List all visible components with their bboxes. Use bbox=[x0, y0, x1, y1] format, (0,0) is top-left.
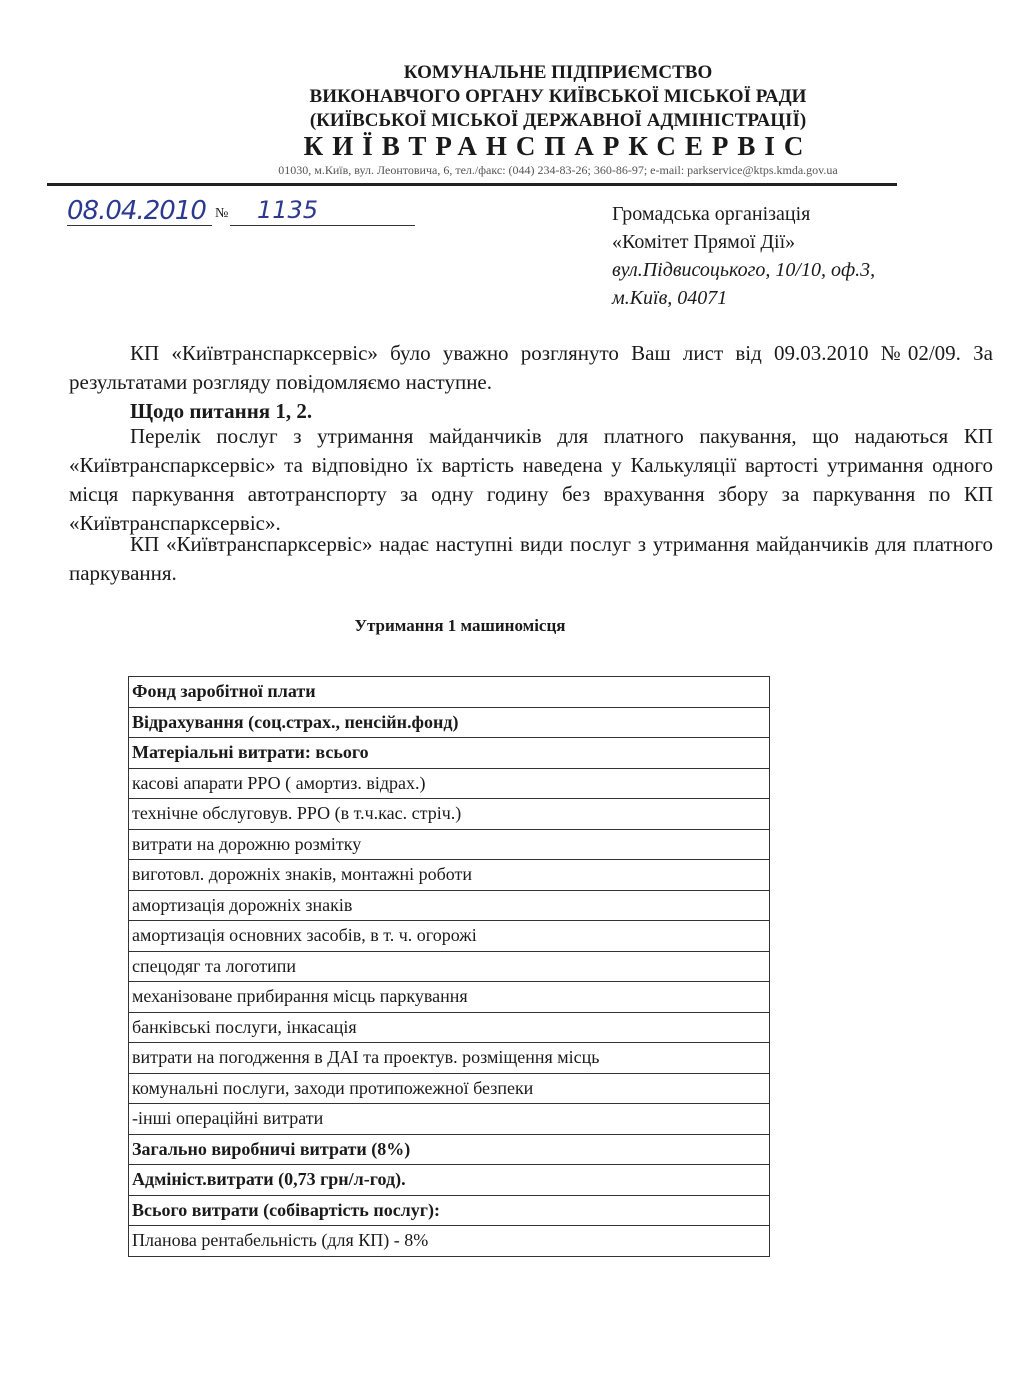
table-cell: касові апарати РРО ( амортиз. відрах.) bbox=[129, 768, 770, 799]
letterhead-contacts: 01030, м.Київ, вул. Леонтовича, 6, тел./факс: (044) 234-83-26; 360-86-97; e-mail: parkservice@ktps.kmda.gov.ua bbox=[278, 163, 838, 177]
table-cell: Відрахування (соц.страх., пенсійн.фонд) bbox=[129, 707, 770, 738]
table-title: Утримання 1 машиномісця bbox=[354, 616, 566, 635]
body-paragraph-3: КП «Київтранспарксервіс» надає наступні види послуг з утримання майданчиків для платного паркування. bbox=[69, 532, 993, 585]
table-row bbox=[129, 1104, 770, 1135]
table-cell: банківські послуги, інкасація bbox=[129, 1012, 770, 1043]
table-cell: комунальні послуги, заходи протипожежної безпеки bbox=[129, 1073, 770, 1104]
table-row bbox=[129, 1195, 770, 1226]
table-cell: амортизація дорожніх знаків bbox=[129, 890, 770, 921]
table-row bbox=[129, 768, 770, 799]
table-cell: технічне обслуговув. РРО (в т.ч.кас. стріч.) bbox=[129, 799, 770, 830]
registration-date: 08.04.2010 bbox=[67, 196, 206, 226]
addressee-street: вул.Підвисоцького, 10/10, оф.3, bbox=[612, 259, 876, 281]
table-row bbox=[129, 677, 770, 708]
table-row bbox=[129, 1226, 770, 1257]
letterhead-line-1: КОМУНАЛЬНЕ ПІДПРИЄМСТВО bbox=[403, 62, 713, 83]
table-row bbox=[129, 1012, 770, 1043]
body-paragraph-1: КП «Київтранспарксервіс» було уважно розглянуто Ваш лист від 09.03.2010 №02/09. За результатами розгляду повідомляємо наступне. bbox=[69, 341, 993, 394]
letterhead-line-2: ВИКОНАВЧОГО ОРГАНУ КИЇВСЬКОЇ МІСЬКОЇ РАДИ bbox=[309, 86, 807, 107]
organization-name: КИЇВТРАНСПАРКСЕРВІС bbox=[303, 131, 813, 161]
registration-number: 1135 bbox=[257, 196, 319, 224]
table-row bbox=[129, 890, 770, 921]
table-row bbox=[129, 1073, 770, 1104]
number-underline bbox=[230, 225, 415, 226]
table-row bbox=[129, 799, 770, 830]
body-section-heading: Щодо питання 1, 2. bbox=[130, 399, 313, 423]
table-row bbox=[129, 1165, 770, 1196]
date-underline bbox=[67, 225, 212, 226]
table-row bbox=[129, 860, 770, 891]
table-cell: Загально виробничі витрати (8%) bbox=[129, 1134, 770, 1165]
table-row bbox=[129, 1134, 770, 1165]
table-cell: Фонд заробітної плати bbox=[129, 677, 770, 708]
table-row bbox=[129, 982, 770, 1013]
table-row bbox=[129, 829, 770, 860]
table-cell: Адмініст.витрати (0,73 грн/л-год). bbox=[129, 1165, 770, 1196]
table-cell: амортизація основних засобів, в т. ч. огорожі bbox=[129, 921, 770, 952]
table-cell: Планова рентабельність (для КП) - 8% bbox=[129, 1226, 770, 1257]
addressee-city: м.Київ, 04071 bbox=[612, 287, 728, 309]
table-cell: Всього витрати (собівартість послуг): bbox=[129, 1195, 770, 1226]
table-cell: витрати на дорожню розмітку bbox=[129, 829, 770, 860]
table-cell: -інші операційні витрати bbox=[129, 1104, 770, 1135]
table-cell: витрати на погодження в ДАІ та проектув. розміщення місць bbox=[129, 1043, 770, 1074]
addressee-org-name: «Комітет Прямої Дії» bbox=[612, 231, 796, 253]
table-cell: Матеріальні витрати: всього bbox=[129, 738, 770, 769]
table-row bbox=[129, 738, 770, 769]
addressee-org-type: Громадська організація bbox=[612, 203, 811, 225]
table-row bbox=[129, 707, 770, 738]
letterhead-line-3: (КИЇВСЬКОЇ МІСЬКОЇ ДЕРЖАВНОЇ АДМІНІСТРАЦІЇ) bbox=[309, 110, 807, 131]
letterhead-divider bbox=[47, 183, 897, 186]
table-cell: механізоване прибирання місць паркування bbox=[129, 982, 770, 1013]
registration-line bbox=[67, 196, 417, 228]
addressee-block bbox=[612, 200, 875, 312]
body-paragraph-2: Перелік послуг з утримання майданчиків для платного пакування, що надаються КП «Київтранспарксервіс» та відповідно їх вартість наведена у Калькуляції вартості утримання одного місця паркування автотранспорту за одну годину без врахування збору за паркування по КП «Київтранспарксервіс». bbox=[69, 424, 993, 535]
cost-table bbox=[128, 676, 770, 1257]
table-row bbox=[129, 921, 770, 952]
table-row bbox=[129, 951, 770, 982]
table-cell: спецодяг та логотипи bbox=[129, 951, 770, 982]
table-row bbox=[129, 1043, 770, 1074]
registration-number-label: № bbox=[215, 206, 229, 221]
table-cell: виготовл. дорожніх знаків, монтажні роботи bbox=[129, 860, 770, 891]
